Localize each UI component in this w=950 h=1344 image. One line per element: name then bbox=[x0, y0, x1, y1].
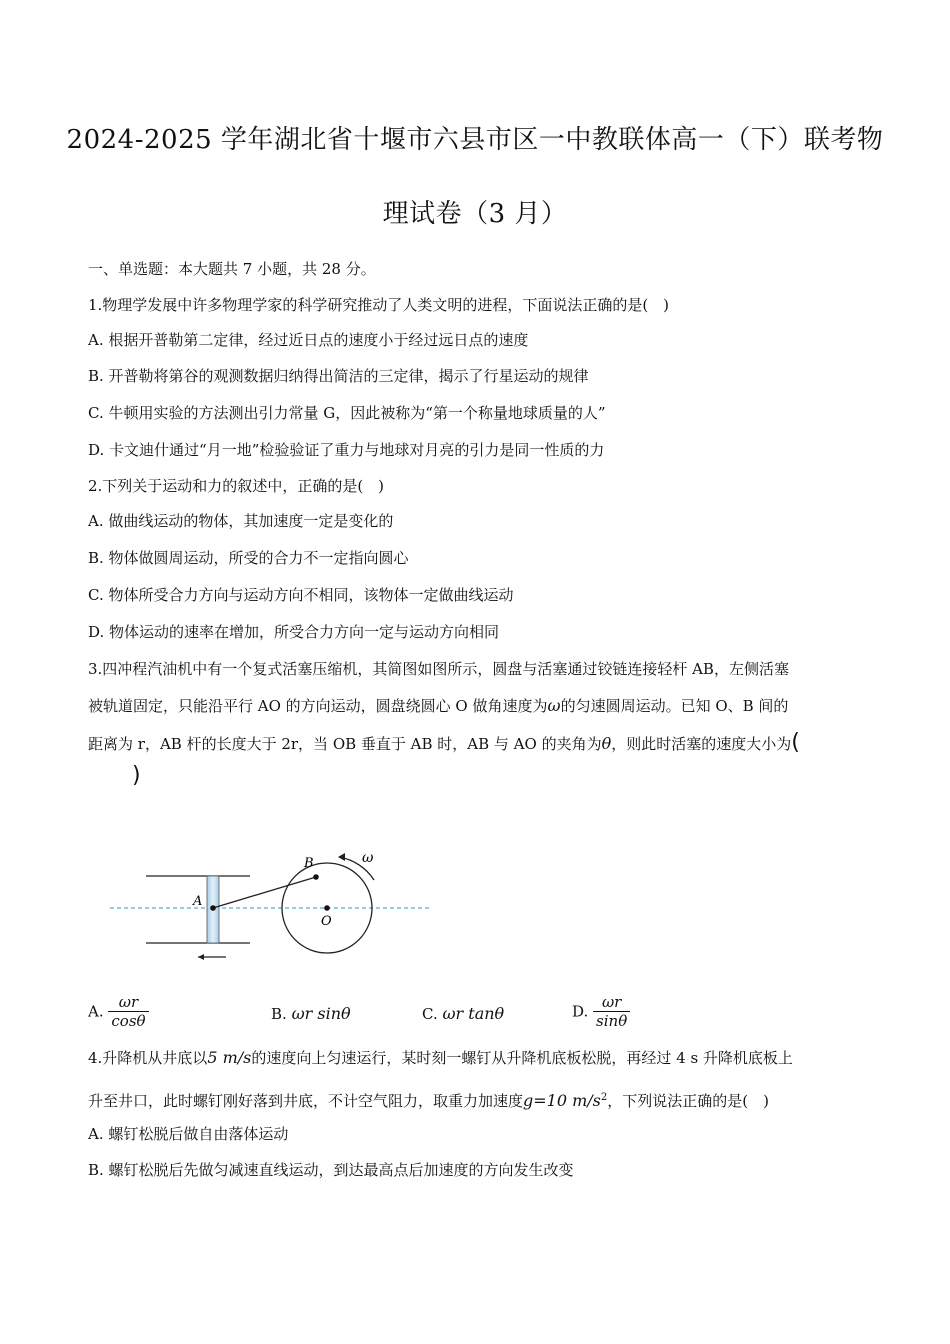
theta-symbol: θ bbox=[601, 734, 612, 753]
numerator: ωr bbox=[593, 993, 630, 1012]
answer-paren-close: ) bbox=[132, 763, 141, 788]
q4-text: ，下列说法正确的是( ) bbox=[607, 1092, 769, 1110]
q1-option-a: A. 根据开普勒第二定律，经过近日点的速度小于经过远日点的速度 bbox=[88, 331, 529, 349]
q3-text: 被轨道固定，只能沿平行 AO 的方向运动，圆盘绕圆心 O 做角速度为 bbox=[88, 697, 548, 715]
q3-stem-line-2 bbox=[88, 696, 878, 716]
q2-option-d: D. 物体运动的速率在增加，所受合力方向一定与运动方向相同 bbox=[88, 623, 500, 641]
fraction bbox=[108, 993, 148, 1030]
q4-text: 4.升降机从井底以 bbox=[88, 1049, 208, 1067]
q4-text: 的速度向上匀速运行，某时刻一螺钉从升降机底板松脱，再经过 4 s 升降机底板上 bbox=[251, 1049, 793, 1067]
q3-option-a bbox=[88, 993, 149, 1030]
option-label: D. bbox=[572, 1002, 589, 1021]
omega-symbol: ω bbox=[547, 696, 561, 715]
q4-stem-line-2 bbox=[88, 1088, 878, 1111]
q2-option-b: B. 物体做圆周运动，所受的合力不一定指向圆心 bbox=[88, 549, 409, 567]
q4-option-a: A. 螺钉松脱后做自由落体运动 bbox=[88, 1125, 289, 1143]
q1-option-c: C. 牛顿用实验的方法测出引力常量 G，因此被称为“第一个称量地球质量的人” bbox=[88, 404, 606, 422]
q4-option-b: B. 螺钉松脱后先做匀减速直线运动，到达最高点后加速度的方向发生改变 bbox=[88, 1161, 574, 1179]
option-label: C. bbox=[422, 1005, 438, 1023]
option-label: B. bbox=[271, 1005, 287, 1023]
point-a bbox=[210, 905, 216, 911]
q2-option-c: C. 物体所受合力方向与运动方向不相同，该物体一定做曲线运动 bbox=[88, 586, 514, 604]
option-expression: ωr sinθ bbox=[291, 1004, 351, 1023]
option-expression: ωr tanθ bbox=[442, 1004, 505, 1023]
option-label: A. bbox=[88, 1002, 104, 1021]
q2-stem: 2.下列关于运动和力的叙述中，正确的是( ) bbox=[88, 477, 385, 495]
q1-option-d: D. 卡文迪什通过“月一地”检验验证了重力与地球对月亮的引力是同一性质的力 bbox=[88, 441, 605, 459]
q3-option-c bbox=[422, 1003, 504, 1024]
q3-option-d bbox=[572, 993, 630, 1030]
page-title-line-1: 2024-2025 学年湖北省十堰市六县市区一中教联体高一（下）联考物 bbox=[66, 125, 884, 155]
q1-option-b: B. 开普勒将第谷的观测数据归纳得出简洁的三定律，揭示了行星运动的规律 bbox=[88, 367, 589, 385]
q3-stem-line-3 bbox=[88, 730, 878, 755]
q3-text: ，则此时活塞的速度大小为 bbox=[611, 735, 792, 753]
label-o: O bbox=[321, 914, 332, 929]
q3-text: 的匀速圆周运动。已知 O、B 间的 bbox=[560, 697, 789, 715]
q1-stem: 1.物理学发展中许多物理学家的科学研究推动了人类文明的进程，下面说法正确的是( ) bbox=[88, 296, 670, 314]
q4-stem-line-1 bbox=[88, 1048, 878, 1068]
rotation-arrow-head bbox=[338, 853, 345, 861]
q3-stem-line-4 bbox=[132, 763, 922, 788]
gravity-exponent: 2 bbox=[600, 1092, 608, 1103]
q2-option-a: A. 做曲线运动的物体，其加速度一定是变化的 bbox=[88, 512, 394, 530]
section-heading: 一、单选题：本大题共 7 小题，共 28 分。 bbox=[88, 260, 376, 278]
answer-paren-open: ( bbox=[791, 730, 800, 755]
piston-disc-figure bbox=[110, 840, 440, 970]
q3-option-b bbox=[271, 1003, 351, 1024]
page-title-line-2: 理试卷（3 月） bbox=[382, 199, 568, 229]
speed-value: 5 m/s bbox=[207, 1048, 252, 1067]
q4-text: 升至井口，此时螺钉刚好落到井底，不计空气阻力，取重力加速度 bbox=[88, 1092, 524, 1110]
q3-stem-line-1: 3.四冲程汽油机中有一个复式活塞压缩机，其简图如图所示，圆盘与活塞通过铰链连接轻杆 AB，左侧活塞 bbox=[88, 660, 789, 678]
denominator: sinθ bbox=[596, 1012, 628, 1030]
label-omega: ω bbox=[362, 850, 374, 866]
denominator: cosθ bbox=[111, 1012, 146, 1030]
label-a: A bbox=[193, 894, 203, 909]
point-b bbox=[313, 874, 319, 880]
label-b: B bbox=[304, 856, 314, 871]
fraction bbox=[593, 993, 630, 1030]
gravity-value: g=10 m/s bbox=[523, 1091, 601, 1110]
numerator: ωr bbox=[108, 993, 148, 1012]
rod-ab bbox=[213, 877, 316, 908]
point-o bbox=[324, 905, 330, 911]
arrow-head bbox=[198, 954, 204, 960]
q3-text: 距离为 r，AB 杆的长度大于 2r，当 OB 垂直于 AB 时，AB 与 AO 的夹角为 bbox=[88, 735, 602, 753]
